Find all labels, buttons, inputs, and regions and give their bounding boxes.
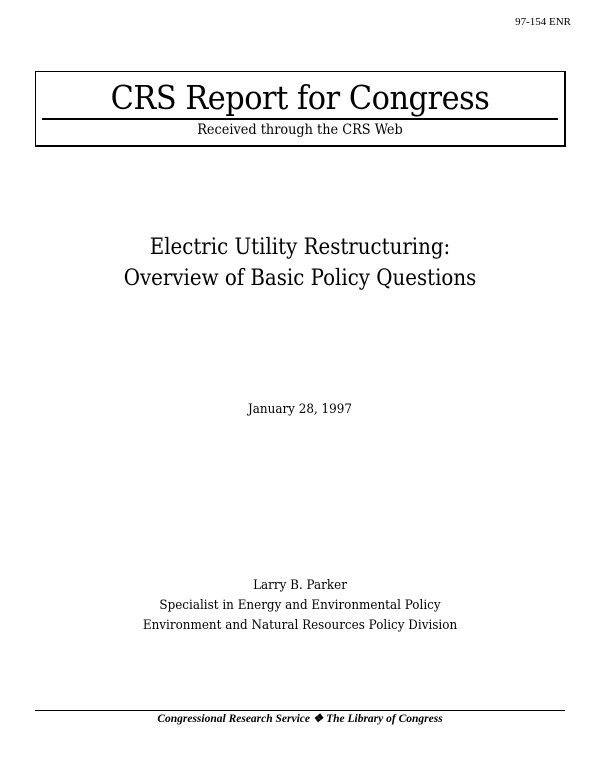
document-title bbox=[30, 232, 570, 294]
header-divider bbox=[42, 118, 558, 120]
footer bbox=[0, 711, 600, 725]
document-date: January 28, 1997 bbox=[247, 402, 352, 417]
author-position: Specialist in Energy and Environmental Policy bbox=[159, 598, 441, 613]
footer-crs: Congressional Research Service bbox=[157, 713, 311, 725]
report-header-box bbox=[35, 71, 566, 147]
author-division: Environment and Natural Resources Policy Division bbox=[142, 618, 458, 633]
document-title-line-1: Electric Utility Restructuring: bbox=[149, 235, 451, 260]
author-block bbox=[24, 576, 576, 636]
footer-loc: The Library of Congress bbox=[326, 713, 443, 725]
author-name: Larry B. Parker bbox=[253, 578, 347, 593]
document-title-line-2: Overview of Basic Policy Questions bbox=[123, 266, 477, 291]
diamond-ornament-icon: ❖ bbox=[312, 713, 324, 725]
header-title: CRS Report for Congress bbox=[110, 78, 490, 117]
report-number: 97-154 ENR bbox=[515, 16, 571, 28]
header-subtitle: Received through the CRS Web bbox=[197, 122, 403, 138]
